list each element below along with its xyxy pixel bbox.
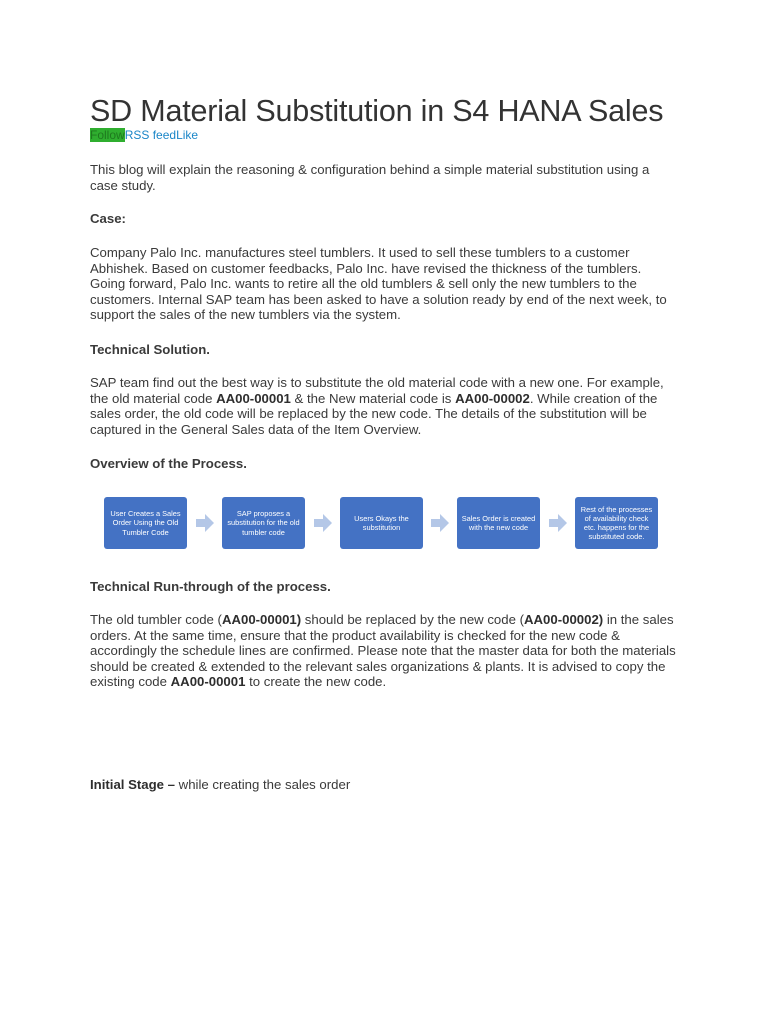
old-material-code: AA00-00001	[216, 390, 291, 406]
process-flow-diagram	[104, 497, 660, 549]
copy-source-code: AA00-00001	[170, 674, 246, 690]
rss-feed-link[interactable]: RSS feed	[124, 128, 177, 142]
flow-arrow-icon	[431, 514, 449, 532]
flow-arrow-icon	[196, 514, 214, 532]
technical-solution-heading: Technical Solution.	[90, 342, 210, 357]
action-links	[90, 128, 198, 142]
flow-step-4: Sales Order is created with the new code	[457, 497, 540, 549]
follow-link[interactable]: Follow	[90, 128, 125, 142]
like-link[interactable]: Like	[176, 128, 199, 142]
run-through-heading: Technical Run-through of the process.	[90, 579, 331, 594]
new-material-code: AA00-00002	[455, 390, 530, 406]
initial-stage-line: Initial Stage – while creating the sales order	[90, 777, 351, 792]
case-paragraph: Company Palo Inc. manufactures steel tumblers. It used to sell these tumblers to a customer Abhishek. Based on customer feedbacks, Palo Inc. have revised the thickness of the tumblers. Going forward, Palo Inc. wants to retire all the old tumblers & sell only the new tumblers to the customers. Internal SAP team has been asked to have a solution ready by end of the next week, to support the sales of the new tumblers via the system.	[90, 245, 667, 323]
overview-heading: Overview of the Process.	[90, 456, 247, 471]
flow-arrow-icon	[549, 514, 567, 532]
intro-paragraph: This blog will explain the reasoning & configuration behind a simple material substitution using a case study.	[90, 162, 650, 193]
flow-step-3: Users Okays the substitution	[340, 497, 423, 549]
page-title: SD Material Substitution in S4 HANA Sales	[90, 94, 664, 128]
new-tumbler-code: AA00-00002)	[524, 612, 604, 627]
initial-stage-label: Initial Stage –	[90, 777, 176, 792]
flow-arrow-icon	[314, 514, 332, 532]
technical-solution-paragraph: SAP team find out the best way is to substitute the old material code with a new one. For example, the old material code AA00-00001 & the New material code is AA00-00002. While creation of the sales order, the old code will be replaced by the new code. The details of the substitution will be captured in the General Sales data of the Item Overview.	[90, 375, 664, 437]
old-tumbler-code: AA00-00001)	[221, 612, 302, 627]
flow-step-2: SAP proposes a substitution for the old tumbler code	[222, 497, 305, 549]
flow-step-1: User Creates a Sales Order Using the Old Tumbler Code	[104, 497, 187, 549]
run-through-paragraph: The old tumbler code (AA00-00001) should be replaced by the new code (AA00-00002) in the sales orders. At the same time, ensure that the product availability is checked for the new code & accordingly the schedule lines are confirmed. Please note that the master data for both the materials should be created & extended to the relevant sales organizations & plants. It is advised to copy the existing code AA00-00001 to create the new code.	[90, 612, 676, 690]
case-heading: Case:	[90, 211, 126, 226]
flow-step-5: Rest of the processes of availability check etc. happens for the substituted code.	[575, 497, 658, 549]
